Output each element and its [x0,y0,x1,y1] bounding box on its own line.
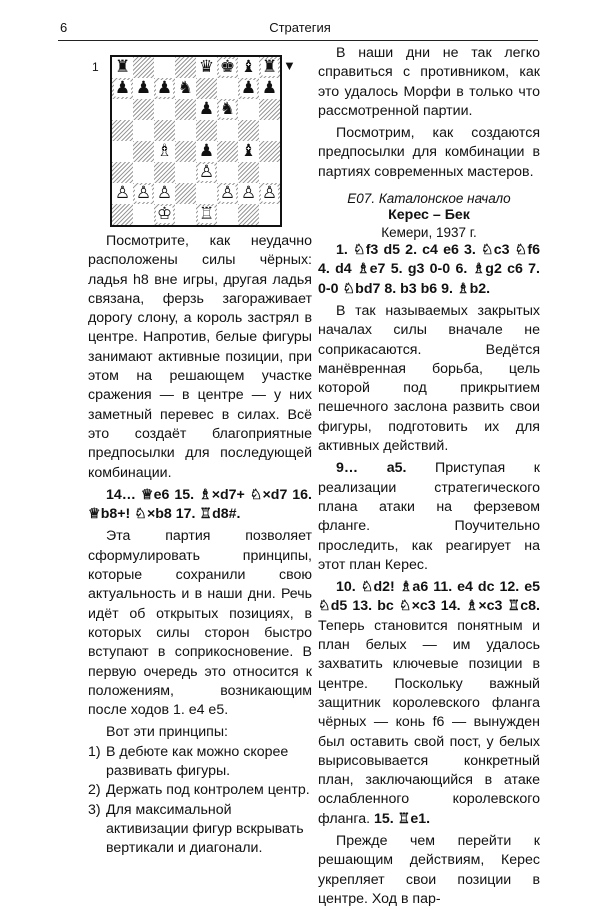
paragraph: В так называемых закрытых началах силы вначале не соприкасаются. Ведётся манёвренная борьба, цель которой под прикрытием пешечного заслона развить свои фигуры, подготовить их для активных действий. [318,302,540,455]
chess-piece-g8: ♝ [240,57,257,77]
square-h3 [259,162,280,183]
square-a2 [112,183,133,204]
moves-line: 1. ♘f3 d5 2. c4 e6 3. ♘c3 ♘f6 4. d4 ♗e7 5. g3 0-0 6. ♗g2 c6 7. 0-0 ♘bd7 8. b3 b6 9. ♗b2. [318,242,540,297]
square-b1 [133,204,154,225]
chess-diagram [110,55,282,227]
chess-piece-a8: ♜ [114,57,131,77]
square-b5 [133,120,154,141]
players: Керес – Бек [388,207,470,224]
black-to-move-marker: ▼ [283,58,296,73]
left-column [88,232,312,859]
chess-piece-c1: ♔ [156,204,173,224]
square-c5 [154,120,175,141]
chess-piece-g7: ♟ [240,78,257,98]
square-c8 [154,57,175,78]
moves-line: 14… ♕e6 15. ♗×d7+ ♘×d7 16. ♕b8+! ♘×b8 17. ♖d8#. [88,486,312,523]
chess-piece-e4: ♟ [198,141,215,161]
square-a6 [112,99,133,120]
square-a7 [112,78,133,99]
right-column [318,44,540,909]
square-h6 [259,99,280,120]
paragraph: 9… а5. Приступая к реализации стратегического плана атаки на ферзевом фланге. Поучительно проследить, как реагирует на этот план Керес. [318,460,540,573]
paragraph: Прежде чем перейти к решающим действиям, Керес укрепляет свои позиции в центре. Ход в пар- [318,832,540,907]
square-f5 [217,120,238,141]
square-e5 [196,120,217,141]
paragraph: Вот эти принципы: [106,724,228,741]
chess-piece-g4: ♝ [240,141,257,161]
square-e3 [196,162,217,183]
chess-piece-a2: ♙ [114,183,131,203]
chess-piece-e8: ♛ [198,57,215,77]
square-h7 [259,78,280,99]
square-g8 [238,57,259,78]
square-f7 [217,78,238,99]
move-ref: 9… а5. [336,460,407,477]
paragraph: Посмотрите, как неудачно расположены силы чёрных: ладья h8 вне игры, другая ладья связана, ферзь загораживает дорогу слону, а король застрял в центре. Напротив, белые фигуры занимают активные позиции, при этом на решающем участке сражения — в центре — у них заметный перевес в силах. Всё это создаёт благоприятные предпосылки для последующей комбинации. [88,233,312,481]
square-f1 [217,204,238,225]
square-h8 [259,57,280,78]
chess-piece-b7: ♟ [135,78,152,98]
paragraph: 10. ♘d2! ♗a6 11. e4 dc 12. e5 ♘d5 13. bc ♘×c3 14. ♗×c3 ♖c8. Теперь становится понятным и план белых — им удалось захватить ключевые позиции в центре. Поскольку важный защитник королевского фланга чёрных — конь f6 — вынужден был оставить свой пост, у белых вырисовывается конкретный план, заключающийся в атаке ослабленного королевского фланга. 15. ♖e1. [318,579,540,827]
square-g2 [238,183,259,204]
square-c7 [154,78,175,99]
principles-list [88,743,312,859]
square-f8 [217,57,238,78]
chess-piece-e6: ♟ [198,99,215,119]
square-d5 [175,120,196,141]
square-b7 [133,78,154,99]
list-item: 3) Для максимальной активизации фигур вскрывать вертикали и диагонали. [88,801,304,857]
square-a1 [112,204,133,225]
square-c1 [154,204,175,225]
square-e6 [196,99,217,120]
square-b6 [133,99,154,120]
list-item: 2) Держать под контролем центр. [88,782,310,799]
chess-piece-d7: ♞ [177,78,194,98]
square-f6 [217,99,238,120]
chess-piece-g2: ♙ [240,183,257,203]
square-d7 [175,78,196,99]
square-d3 [175,162,196,183]
square-h5 [259,120,280,141]
list-item: 1) В дебюте как можно скорее развивать фигуры. [88,743,289,780]
square-c4 [154,141,175,162]
running-header [0,20,600,36]
square-g6 [238,99,259,120]
square-d1 [175,204,196,225]
paragraph: Эта партия позволяет сформулировать принципы, которые сохранили свою актуальность и в наши дни. Речь идёт об открытых позициях, в которых силы сторон быстро вступают в соприкосновение. В первую очередь это относится к положениям, возникающим после ходов 1. е4 е5. [88,528,312,719]
running-title: Стратегия [269,20,331,35]
square-c6 [154,99,175,120]
square-h1 [259,204,280,225]
chess-piece-f6: ♞ [219,99,236,119]
opening-name: Е07. Каталонское начало [347,191,511,207]
game-place: Кемери, 1937 г. [381,225,477,241]
move-ref: 15. ♖e1. [374,810,431,827]
square-b2 [133,183,154,204]
chess-piece-c7: ♟ [156,78,173,98]
square-e7 [196,78,217,99]
square-f3 [217,162,238,183]
square-c3 [154,162,175,183]
chess-piece-f8: ♚ [219,57,236,77]
paragraph: Посмотрим, как создаются предпосылки для комбинации в партиях современных мастеров. [318,125,540,180]
chess-piece-h8: ♜ [261,57,278,77]
square-a8 [112,57,133,78]
square-b8 [133,57,154,78]
square-d4 [175,141,196,162]
square-d2 [175,183,196,204]
page-number: 6 [60,20,68,35]
square-d6 [175,99,196,120]
chess-piece-h2: ♙ [261,183,278,203]
chess-piece-h7: ♟ [261,78,278,98]
move-ref: 10. ♘d2! ♗a6 11. e4 dc 12. e5 ♘d5 13. bc ♘×c3 14. ♗×c3 ♖c8. [318,579,540,615]
game-header [318,190,540,241]
square-g5 [238,120,259,141]
square-h2 [259,183,280,204]
square-e1 [196,204,217,225]
square-f2 [217,183,238,204]
square-b4 [133,141,154,162]
chess-piece-e3: ♙ [198,162,215,182]
chess-piece-c2: ♙ [156,183,173,203]
chess-piece-f2: ♙ [219,183,236,203]
square-a3 [112,162,133,183]
chess-piece-b2: ♙ [135,183,152,203]
chess-piece-c4: ♗ [156,141,173,161]
square-g7 [238,78,259,99]
chess-piece-a7: ♟ [114,78,131,98]
square-g1 [238,204,259,225]
square-f4 [217,141,238,162]
diagram-number: 1 [92,60,99,74]
square-d8 [175,57,196,78]
square-h4 [259,141,280,162]
square-e4 [196,141,217,162]
square-g3 [238,162,259,183]
square-a5 [112,120,133,141]
paragraph: В наши дни не так легко справиться с противником, как это удалось Морфи в только что рассмотренной партии. [318,45,540,119]
chess-piece-e1: ♖ [198,204,215,224]
square-e2 [196,183,217,204]
square-b3 [133,162,154,183]
square-a4 [112,141,133,162]
header-rule [58,40,538,41]
square-c2 [154,183,175,204]
square-e8 [196,57,217,78]
square-g4 [238,141,259,162]
